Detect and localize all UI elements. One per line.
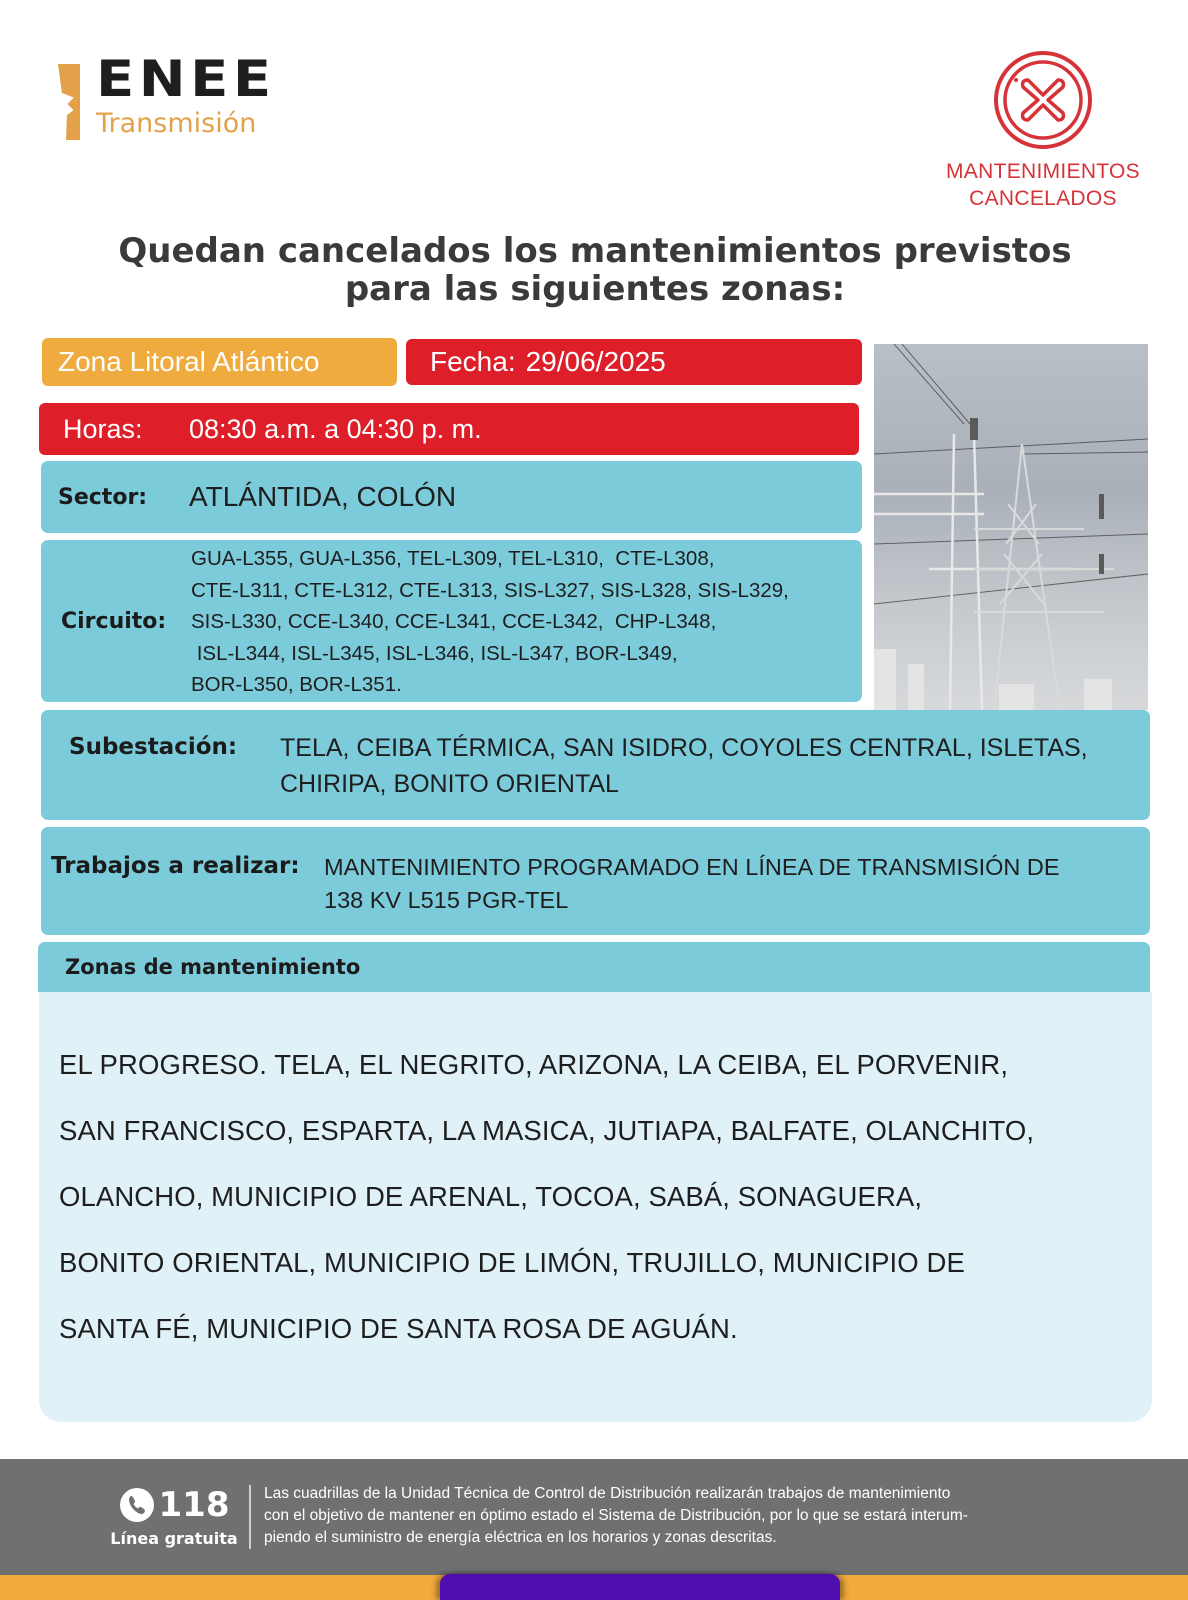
footer-text-line: Las cuadrillas de la Unidad Técnica de Control de Distribución realizarán trabajos de mantenimiento xyxy=(264,1485,951,1502)
work-row xyxy=(41,827,1150,935)
circle-x-icon xyxy=(993,50,1093,150)
zones-line: EL PROGRESO. TELA, EL NEGRITO, ARIZONA, LA CEIBA, EL PORVENIR, xyxy=(59,1049,1009,1080)
enee-logo xyxy=(56,50,316,150)
hours-value: 08:30 a.m. a 04:30 p. m. xyxy=(189,413,482,444)
sector-row xyxy=(41,461,862,533)
zones-line: SAN FRANCISCO, ESPARTA, LA MASICA, JUTIAPA, BALFATE, OLANCHITO, xyxy=(59,1115,1035,1146)
zones-line: BONITO ORIENTAL, MUNICIPIO DE LIMÓN, TRUJILLO, MUNICIPIO DE xyxy=(59,1247,965,1278)
circuit-line: ISL-L344, ISL-L345, ISL-L346, ISL-L347, BOR-L349, xyxy=(191,641,678,665)
circuit-line: SIS-L330, CCE-L340, CCE-L341, CCE-L342, CHP-L348, xyxy=(191,610,717,634)
zone-label: Zona Litoral Atlántico xyxy=(58,346,320,377)
headline-line-2: para las siguientes zonas: xyxy=(344,269,846,309)
circuit-list xyxy=(191,541,789,701)
work-label: Trabajos a realizar: xyxy=(51,853,300,879)
zones-header: Zonas de mantenimiento xyxy=(38,942,1150,992)
zone-pill xyxy=(42,338,397,386)
footer-divider xyxy=(249,1485,251,1549)
circuit-label: Circuito: xyxy=(61,608,167,634)
work-line: 138 KV L515 PGR-TEL xyxy=(324,887,569,913)
hours-label: Horas: xyxy=(63,413,143,444)
circuit-line: BOR-L350, BOR-L351. xyxy=(191,673,402,697)
date-label: Fecha: xyxy=(430,346,516,377)
date-pill xyxy=(406,339,862,385)
headline-line-1: Quedan cancelados los mantenimientos previstos xyxy=(118,231,1072,271)
circuit-line: GUA-L355, GUA-L356, TEL-L309, TEL-L310, CTE-L308, xyxy=(191,547,715,571)
substation-label: Subestación: xyxy=(69,734,238,760)
sector-label: Sector: xyxy=(58,484,148,510)
hotline-number-wrap xyxy=(104,1485,244,1525)
bottom-purple-tab xyxy=(440,1574,840,1600)
footer-disclaimer xyxy=(264,1483,1144,1549)
circuit-line: CTE-L311, CTE-L312, CTE-L313, SIS-L327, SIS-L328, SIS-L329, xyxy=(191,578,789,602)
cancelled-badge-label xyxy=(930,158,1156,212)
date-value: 29/06/2025 xyxy=(525,346,666,377)
hours-pill xyxy=(39,403,859,455)
work-line: MANTENIMIENTO PROGRAMADO EN LÍNEA DE TRANSMISIÓN DE xyxy=(324,854,1060,880)
page-headline xyxy=(40,232,1150,308)
footer xyxy=(0,1459,1188,1575)
substation-line: CHIRIPA, BONITO ORIENTAL xyxy=(280,770,619,798)
hotline xyxy=(104,1485,244,1548)
circuit-row xyxy=(41,540,862,702)
transmission-tower-illustration-icon xyxy=(874,344,1148,710)
substation-line: TELA, CEIBA TÉRMICA, SAN ISIDRO, COYOLES CENTRAL, ISLETAS, xyxy=(280,734,1088,762)
badge-line-1: MANTENIMIENTOS xyxy=(946,160,1140,183)
logo-brand-text: ENEE xyxy=(96,50,276,108)
substation-row xyxy=(41,710,1150,820)
substation-list xyxy=(280,730,1088,802)
logo-subtitle: Transmisión xyxy=(96,108,257,139)
phone-icon xyxy=(119,1487,155,1523)
footer-text-line: con el objetivo de mantener en óptimo estado el Sistema de Distribución, por lo que se estará interum- xyxy=(264,1507,968,1524)
work-description xyxy=(324,851,1060,917)
zones-line: OLANCHO, MUNICIPIO DE ARENAL, TOCOA, SABÁ, SONAGUERA, xyxy=(59,1181,923,1212)
zones-line: SANTA FÉ, MUNICIPIO DE SANTA ROSA DE AGUÁN. xyxy=(59,1313,738,1344)
zones-list xyxy=(39,992,1152,1422)
transmission-tower-photo xyxy=(874,344,1148,710)
footer-text-line: piendo el suministro de energía eléctrica en los horarios y zonas descritas. xyxy=(264,1529,777,1546)
sector-value: ATLÁNTIDA, COLÓN xyxy=(189,481,457,512)
hotline-number: 118 xyxy=(158,1485,230,1525)
hotline-label: Línea gratuita xyxy=(110,1529,238,1548)
enee-lightning-mark-icon xyxy=(58,64,80,140)
cancelled-badge xyxy=(930,50,1150,210)
badge-line-2: CANCELADOS xyxy=(969,187,1117,210)
